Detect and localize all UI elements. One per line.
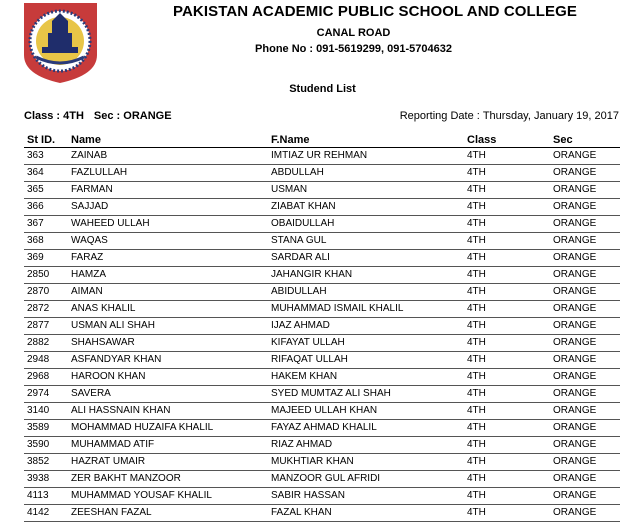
table-row <box>24 386 620 403</box>
cell-id: 369 <box>27 252 44 263</box>
cell-class: 4TH <box>467 490 486 501</box>
cell-section: ORANGE <box>553 456 597 467</box>
cell-father-name: IJAZ AHMAD <box>271 320 330 331</box>
school-address: CANAL ROAD <box>316 27 391 39</box>
cell-id: 3938 <box>27 473 50 484</box>
cell-name: ZER BAKHT MANZOOR <box>71 473 181 484</box>
table-row <box>24 505 620 522</box>
cell-section: ORANGE <box>553 303 597 314</box>
school-phone: Phone No : 091-5619299, 091-5704632 <box>255 43 452 55</box>
cell-father-name: SYED MUMTAZ ALI SHAH <box>271 388 391 399</box>
table-row <box>24 352 620 369</box>
cell-section: ORANGE <box>553 218 597 229</box>
cell-father-name: ZIABAT KHAN <box>271 201 336 212</box>
cell-father-name: IMTIAZ UR REHMAN <box>271 150 368 161</box>
cell-class: 4TH <box>467 286 486 297</box>
table-row <box>24 148 620 165</box>
table-row <box>24 165 620 182</box>
column-header-class: Class <box>467 134 497 146</box>
cell-class: 4TH <box>467 473 486 484</box>
cell-name: ANAS KHALIL <box>71 303 136 314</box>
cell-section: ORANGE <box>553 184 597 195</box>
cell-class: 4TH <box>467 218 486 229</box>
cell-name: HAMZA <box>71 269 106 280</box>
cell-section: ORANGE <box>553 490 597 501</box>
cell-name: SAJJAD <box>71 201 109 212</box>
cell-section: ORANGE <box>553 507 597 518</box>
cell-section: ORANGE <box>553 337 597 348</box>
cell-name: ALI HASSNAIN KHAN <box>71 405 171 416</box>
cell-class: 4TH <box>467 269 486 280</box>
cell-class: 4TH <box>467 201 486 212</box>
cell-father-name: STANA GUL <box>271 235 327 246</box>
column-header-name: Name <box>71 134 101 146</box>
table-row <box>24 233 620 250</box>
school-name: PAKISTAN ACADEMIC PUBLIC SCHOOL AND COLLEGE <box>173 3 578 20</box>
cell-section: ORANGE <box>553 320 597 331</box>
cell-name: USMAN ALI SHAH <box>71 320 155 331</box>
cell-section: ORANGE <box>553 405 597 416</box>
cell-id: 2968 <box>27 371 50 382</box>
cell-section: ORANGE <box>553 235 597 246</box>
cell-id: 2870 <box>27 286 50 297</box>
table-row <box>24 403 620 420</box>
table-row <box>24 216 620 233</box>
table-row <box>24 471 620 488</box>
cell-father-name: USMAN <box>271 184 308 195</box>
cell-class: 4TH <box>467 354 486 365</box>
table-row <box>24 420 620 437</box>
cell-section: ORANGE <box>553 286 597 297</box>
cell-id: 2877 <box>27 320 50 331</box>
cell-class: 4TH <box>467 150 486 161</box>
table-row <box>24 335 620 352</box>
table-row <box>24 369 620 386</box>
cell-name: FAZLULLAH <box>71 167 128 178</box>
column-header-id: St ID. <box>27 134 56 146</box>
cell-class: 4TH <box>467 371 486 382</box>
report-title: Studend List <box>289 83 356 95</box>
table-row <box>24 437 620 454</box>
cell-father-name: RIAZ AHMAD <box>271 439 333 450</box>
cell-name: ZAINAB <box>71 150 108 161</box>
cell-section: ORANGE <box>553 269 597 280</box>
cell-father-name: MANZOOR GUL AFRIDI <box>271 473 381 484</box>
cell-name: SAVERA <box>71 388 111 399</box>
table-row <box>24 454 620 471</box>
column-header-section: Sec <box>553 134 573 146</box>
cell-class: 4TH <box>467 320 486 331</box>
table-header <box>24 133 620 148</box>
cell-father-name: JAHANGIR KHAN <box>271 269 353 280</box>
cell-class: 4TH <box>467 388 486 399</box>
cell-section: ORANGE <box>553 354 597 365</box>
cell-id: 2882 <box>27 337 50 348</box>
cell-id: 363 <box>27 150 44 161</box>
cell-class: 4TH <box>467 456 486 467</box>
cell-name: SHAHSAWAR <box>71 337 135 348</box>
cell-id: 2872 <box>27 303 50 314</box>
table-row <box>24 250 620 267</box>
cell-class: 4TH <box>467 422 486 433</box>
cell-name: FARMAN <box>71 184 113 195</box>
table-row <box>24 301 620 318</box>
cell-id: 4113 <box>27 490 49 501</box>
cell-class: 4TH <box>467 439 486 450</box>
cell-name: MUHAMMAD ATIF <box>71 439 155 450</box>
table-row <box>24 488 620 505</box>
cell-id: 364 <box>27 167 44 178</box>
cell-father-name: HAKEM KHAN <box>271 371 338 382</box>
cell-name: FARAZ <box>71 252 104 263</box>
cell-class: 4TH <box>467 252 486 263</box>
cell-id: 3852 <box>27 456 50 467</box>
cell-class: 4TH <box>467 184 486 195</box>
cell-father-name: FAZAL KHAN <box>271 507 332 518</box>
cell-id: 2974 <box>27 388 50 399</box>
cell-id: 366 <box>27 201 44 212</box>
cell-father-name: FAYAZ AHMAD KHALIL <box>271 422 377 433</box>
table-row <box>24 284 620 301</box>
cell-father-name: RIFAQAT ULLAH <box>271 354 348 365</box>
cell-section: ORANGE <box>553 167 597 178</box>
cell-id: 2948 <box>27 354 50 365</box>
cell-father-name: KIFAYAT ULLAH <box>271 337 345 348</box>
cell-id: 367 <box>27 218 44 229</box>
cell-father-name: OBAIDULLAH <box>271 218 335 229</box>
cell-father-name: SABIR HASSAN <box>271 490 345 501</box>
cell-class: 4TH <box>467 337 486 348</box>
cell-name: MOHAMMAD HUZAIFA KHALIL <box>71 422 214 433</box>
table-row <box>24 318 620 335</box>
cell-class: 4TH <box>467 507 486 518</box>
cell-id: 365 <box>27 184 44 195</box>
cell-class: 4TH <box>467 235 486 246</box>
cell-id: 3590 <box>27 439 50 450</box>
cell-father-name: ABDULLAH <box>271 167 324 178</box>
cell-name: HAZRAT UMAIR <box>71 456 146 467</box>
cell-section: ORANGE <box>553 201 597 212</box>
cell-father-name: SARDAR ALI <box>271 252 330 263</box>
cell-name: AIMAN <box>71 286 103 297</box>
cell-section: ORANGE <box>553 473 597 484</box>
cell-father-name: MAJEED ULLAH KHAN <box>271 405 378 416</box>
table-body <box>24 148 620 522</box>
reporting-date <box>400 110 619 122</box>
cell-section: ORANGE <box>553 422 597 433</box>
cell-section: ORANGE <box>553 371 597 382</box>
cell-id: 2850 <box>27 269 50 280</box>
cell-father-name: MUKHTIAR KHAN <box>271 456 354 467</box>
section-label: Sec : ORANGE <box>93 110 172 122</box>
cell-id: 3140 <box>27 405 50 416</box>
cell-id: 3589 <box>27 422 50 433</box>
cell-section: ORANGE <box>553 388 597 399</box>
cell-section: ORANGE <box>553 150 597 161</box>
column-header-father-name: F.Name <box>271 134 310 146</box>
table-row <box>24 199 620 216</box>
class-label: Class : 4TH <box>24 110 84 122</box>
cell-class: 4TH <box>467 303 486 314</box>
cell-name: MUHAMMAD YOUSAF KHALIL <box>71 490 212 501</box>
cell-name: ASFANDYAR KHAN <box>71 354 162 365</box>
student-table <box>24 133 620 522</box>
cell-name: WAQAS <box>71 235 108 246</box>
table-row <box>24 182 620 199</box>
cell-name: HAROON KHAN <box>71 371 146 382</box>
cell-father-name: ABIDULLAH <box>271 286 327 297</box>
reporting-date-label: Reporting Date : <box>399 110 480 122</box>
cell-class: 4TH <box>467 405 486 416</box>
cell-name: ZEESHAN FAZAL <box>71 507 152 518</box>
cell-section: ORANGE <box>553 439 597 450</box>
cell-name: WAHEED ULLAH <box>71 218 150 229</box>
cell-father-name: MUHAMMAD ISMAIL KHALIL <box>271 303 404 314</box>
reporting-date-value: Thursday, January 19, 2017 <box>482 110 619 122</box>
class-section-filter <box>24 110 182 122</box>
cell-class: 4TH <box>467 167 486 178</box>
table-row <box>24 267 620 284</box>
cell-section: ORANGE <box>553 252 597 263</box>
cell-id: 368 <box>27 235 44 246</box>
cell-id: 4142 <box>27 507 50 518</box>
